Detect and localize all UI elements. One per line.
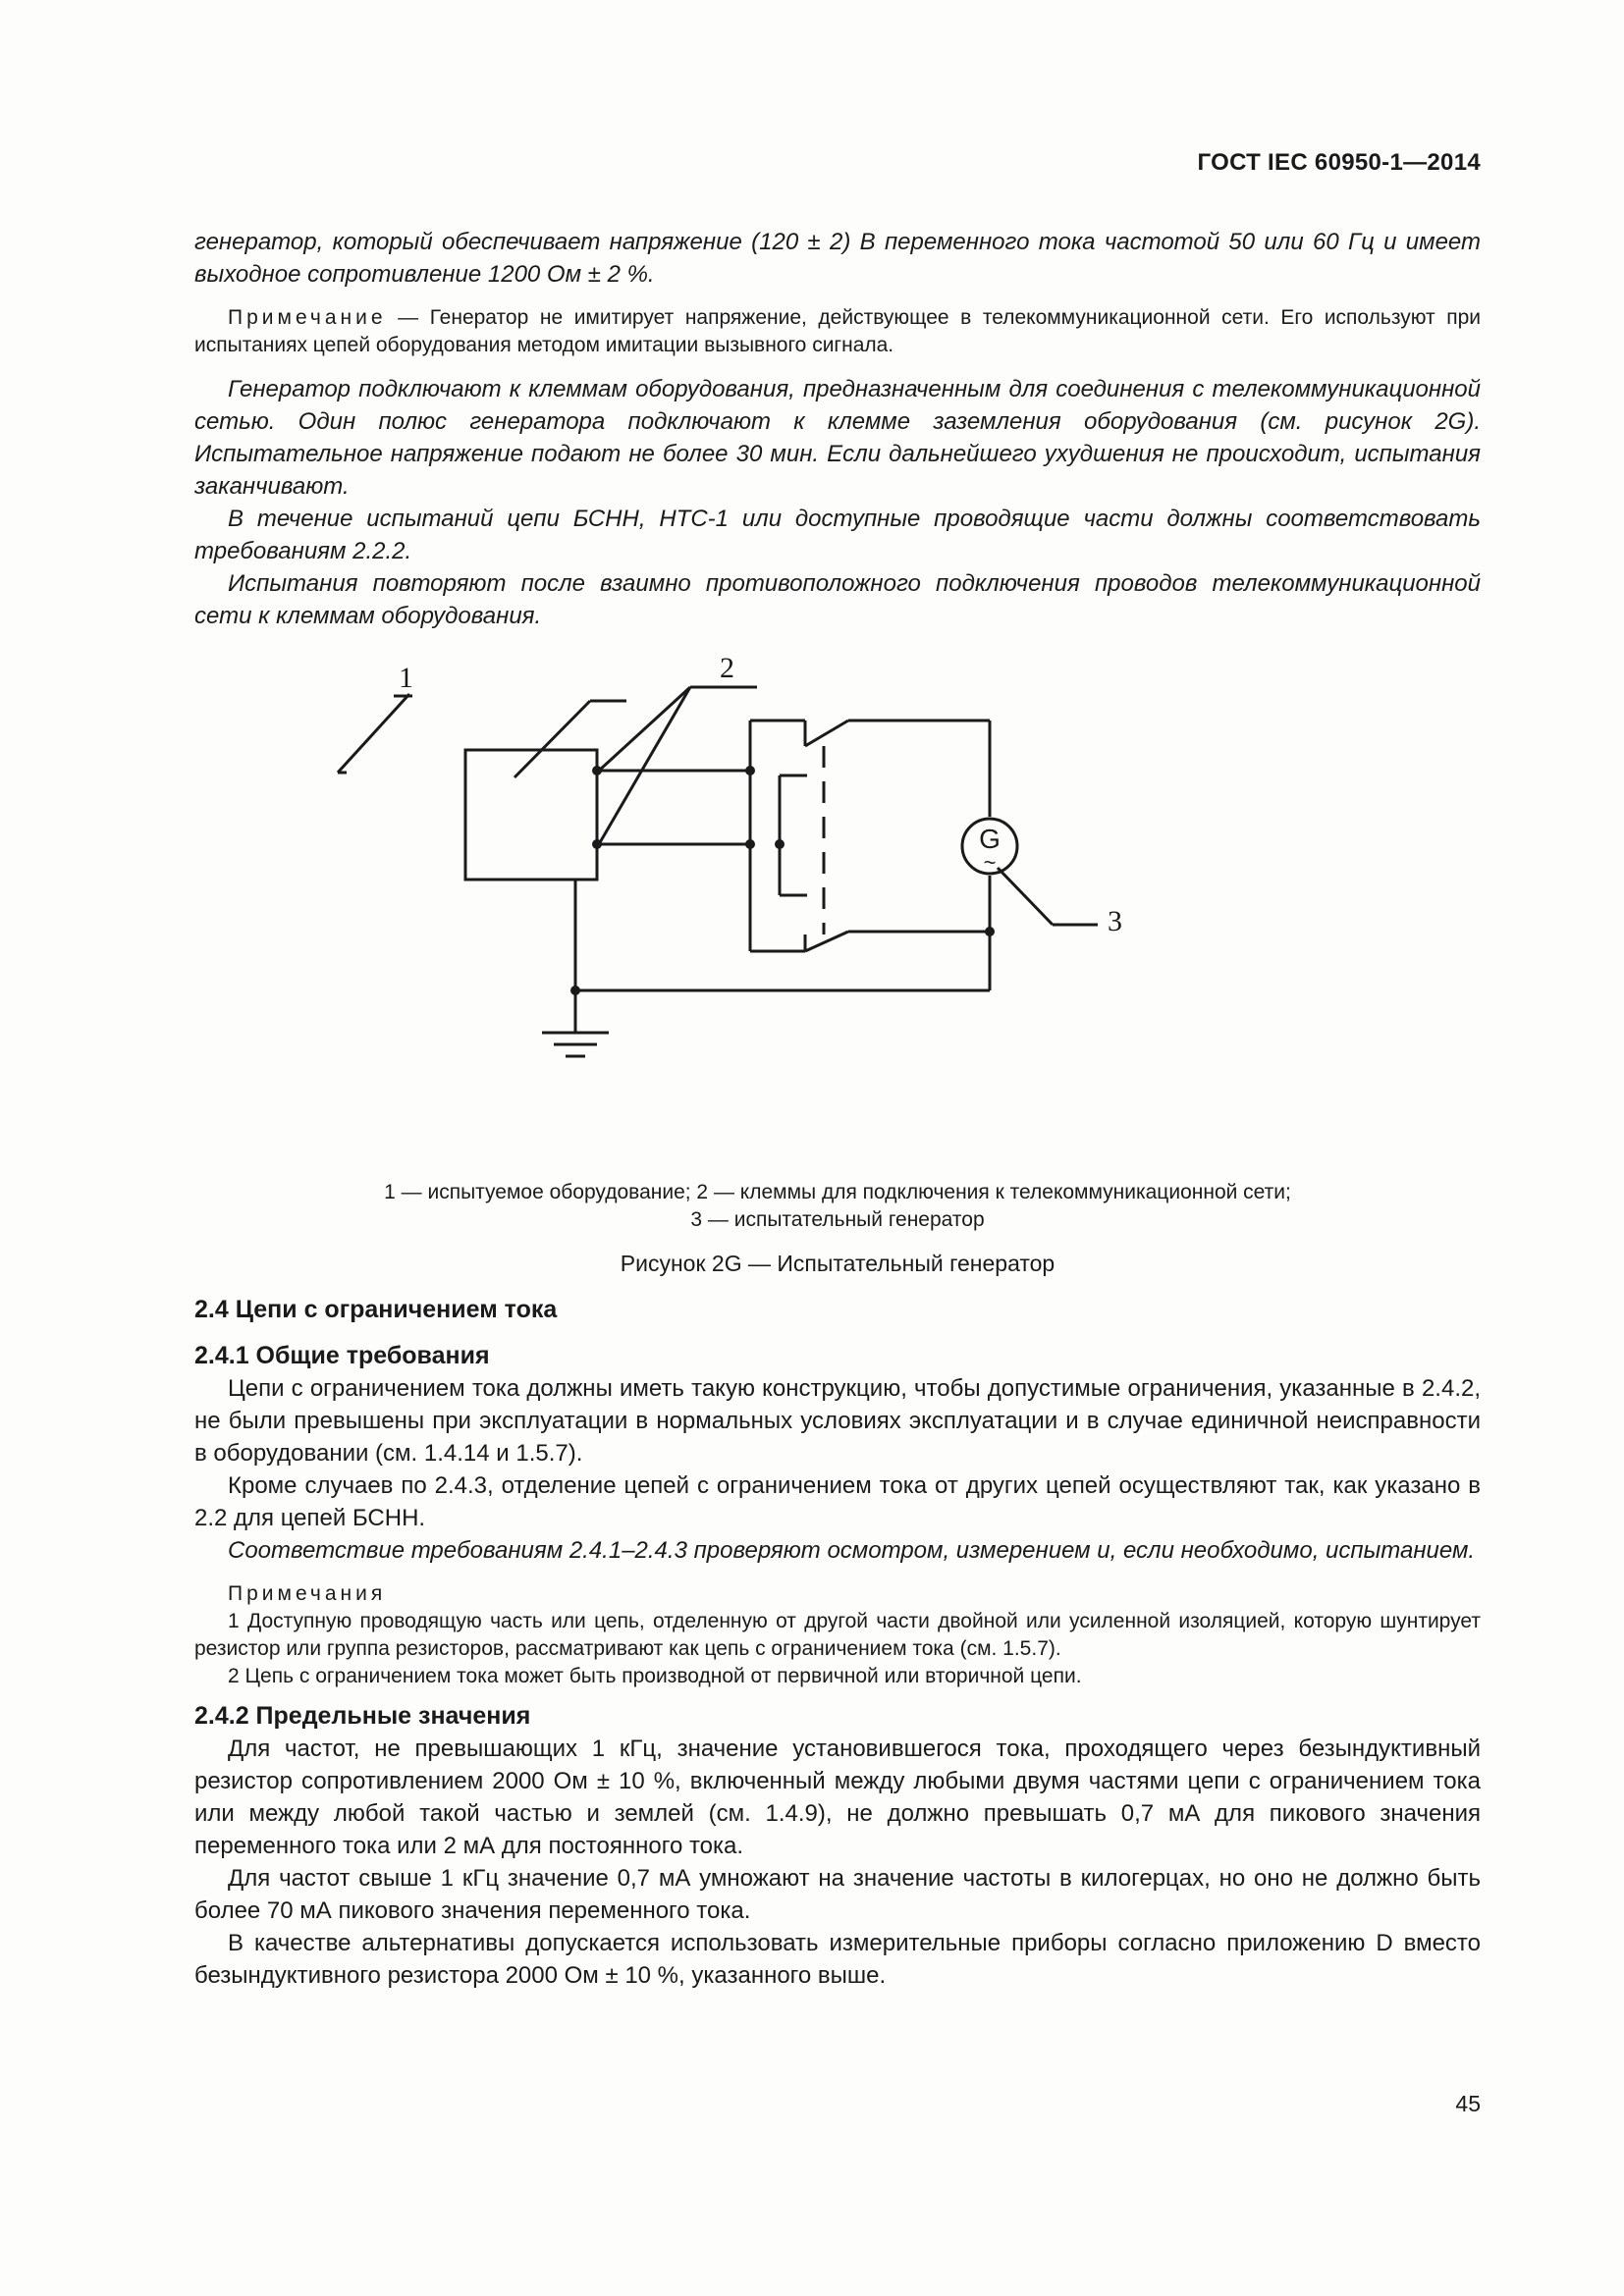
- paragraph-2-4-2-c: В качестве альтернативы допускается использовать измерительные приборы согласно приложению D вместо безындуктивного резистора 2000 Ом ± 10 %, указанного выше.: [194, 1930, 1481, 1989]
- paragraph-generator-connection: Генератор подключают к клеммам оборудования, предназначенным для соединения с телекоммуникационной сетью. Один полюс генератора подключают к клемме заземления оборудования (см. рисунок 2G). Испытательное напряжение подают не более 30 мин. Если дальнейшего ухудшения не происходит, испытания заканчивают.: [194, 376, 1481, 500]
- note-text: — Генератор не имитирует напряжение, действующее в телекоммуникационной сети. Его используют при испытаниях цепей оборудования методом имитации вызывного сигнала.: [194, 306, 1481, 356]
- paragraph-2-4-2-a: Для частот, не превышающих 1 кГц, значение установившегося тока, проходящего через безындуктивный резистор сопротивлением 2000 Ом ± 10 %, включенный между любыми двумя частями цепи с ограничением тока или между любой такой частью и землей (см. 1.4.9), не должно превышать 0,7 мА для пикового значения переменного тока или 2 мА для постоянного тока.: [194, 1735, 1481, 1859]
- figure-legend: [194, 1179, 1481, 1234]
- legend-line-2: 3 — испытательный генератор: [690, 1208, 985, 1231]
- standard-header: ГОСТ IEC 60950-1—2014: [1197, 149, 1481, 176]
- leader-line-3: [998, 868, 1053, 925]
- switch-blade-top: [805, 721, 848, 746]
- switch-blade-bottom: [805, 932, 848, 951]
- legend-line-1: 1 — испытуемое оборудование; 2 — клеммы для подключения к телекоммуникационной сети;: [384, 1181, 1291, 1203]
- paragraph-test-requirements: В течение испытаний цепи БСНН, НТС-1 или доступные проводящие части должны соответствовать требованиям 2.2.2.: [194, 506, 1481, 564]
- figure-caption: Рисунок 2G — Испытательный генератор: [620, 1251, 1056, 1276]
- circuit-diagram: [194, 640, 1481, 1175]
- label-1: 1: [399, 662, 413, 694]
- label-2: 2: [720, 652, 734, 684]
- heading-2-4-1: 2.4.1 Общие требования: [194, 1342, 490, 1369]
- paragraph-generator-spec: генератор, который обеспечивает напряжение (120 ± 2) В переменного тока частотой 50 или 60 Гц и имеет выходное сопротивление 1200 Ом ± 2 %.: [194, 229, 1481, 288]
- page-content: [194, 226, 1481, 1992]
- notes-label: Примечания: [228, 1582, 387, 1605]
- equipment-leader: [514, 701, 590, 777]
- label-3: 3: [1108, 905, 1122, 937]
- paragraph-2-4-1-compliance: Соответствие требованиям 2.4.1–2.4.3 проверяют осмотром, измерением и, если необходимо, испытанием.: [228, 1537, 1476, 1564]
- note-label: Примечание: [228, 306, 387, 329]
- note-1: 1 Доступную проводящую часть или цепь, отделенную от другой части двойной или усиленной изоляцией, которую шунтирует резистор или группа резисторов, рассматривают как цепь с ограничением тока (см. 1.5.7).: [194, 1610, 1481, 1660]
- equipment-box: [465, 750, 597, 880]
- paragraph-test-repeat: Испытания повторяют после взаимно противоположного подключения проводов телекоммуникационной сети к клеммам оборудования.: [194, 570, 1481, 629]
- note-generator: [194, 304, 1481, 359]
- paragraph-2-4-1-b: Кроме случаев по 2.4.3, отделение цепей с ограничением тока от других цепей осуществляют так, как указано в 2.2 для цепей БСНН.: [194, 1472, 1481, 1531]
- generator-symbol: G: [979, 824, 1001, 854]
- note-2: 2 Цепь с ограничением тока может быть производной от первичной или вторичной цепи.: [228, 1665, 1082, 1687]
- leader-line-1: [338, 694, 409, 773]
- heading-2-4: 2.4 Цепи с ограничением тока: [194, 1296, 558, 1323]
- figure-2g: [194, 640, 1481, 1175]
- page-number: 45: [1455, 2091, 1481, 2116]
- ac-symbol: ~: [983, 850, 997, 875]
- paragraph-2-4-2-b: Для частот свыше 1 кГц значение 0,7 мА умножают на значение частоты в килогерцах, но оно не должно быть более 70 мА пикового значения переменного тока.: [194, 1865, 1481, 1924]
- heading-2-4-2: 2.4.2 Предельные значения: [194, 1702, 531, 1730]
- paragraph-2-4-1-a: Цепи с ограничением тока должны иметь такую конструкцию, чтобы допустимые ограничения, указанные в 2.4.2, не были превышены при эксплуатации в нормальных условиях эксплуатации и в случае единичной неисправности в оборудовании (см. 1.4.14 и 1.5.7).: [194, 1375, 1481, 1467]
